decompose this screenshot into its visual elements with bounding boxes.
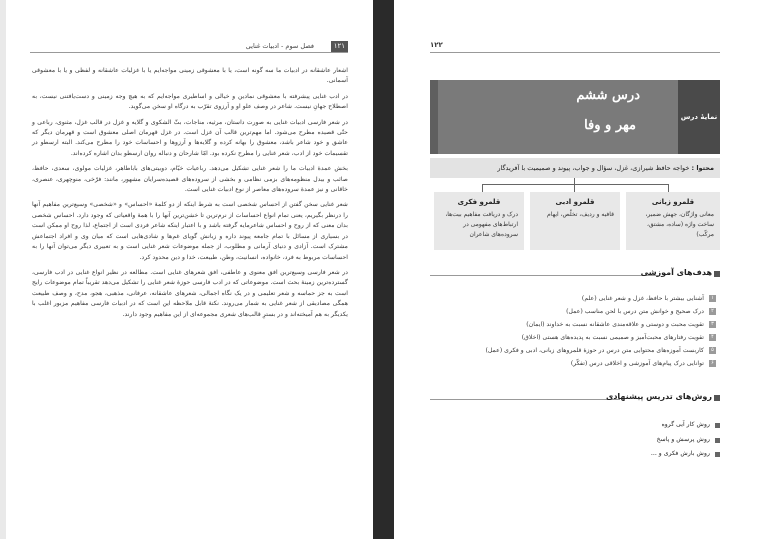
domain-heading: قلمرو فکری xyxy=(457,198,501,206)
connector-line xyxy=(668,184,669,192)
left-page-header xyxy=(30,41,348,53)
goal-number: ۶ xyxy=(709,360,716,367)
paragraph: در شعر فارسی ادبیات غنایی به صورت داستان، مرثیه، مناجات، بثّ الشکوی و گلایه و غزل در قالب غزل، مثنوی، رباعی و حتّی قصیده مطرح می‌شود. اما مهم‌ترین قالب آن غزل است. در غزل قهرمان اصلی معشوق است و قهرمان دیگر که عاشق و خود شاعر باشد، معشوق را بهانه کرده و گلایه‌ها و آرزوها و احساسات خود را مطرح می‌کند. البته ارسطو در تقسیمات خود از ادب، شعر غنایی را مطرح نکرده بود. امّا شارحان و دنباله روان ارسطو بدان اشاره کرده‌اند. xyxy=(32,118,348,157)
domain-body: معانی واژگان، جهش ضمیر، ساخت واژه (ساده، مشتق، مرکّب) xyxy=(645,211,714,238)
method-item xyxy=(574,418,720,433)
connector-line xyxy=(482,184,668,185)
method-text: روش بارش فکری و ... xyxy=(650,450,710,457)
goal-item xyxy=(430,318,716,331)
goal-text: کاربست آموزه‌های محتوایی متن درس در حوزهٔ قلمروهای زبانی، ادبی و فکری (عمل) xyxy=(485,347,704,355)
methods-heading: روش‌های تدریس پیشنهادی xyxy=(605,392,712,401)
domain-box-literary xyxy=(530,192,620,250)
goal-item xyxy=(430,357,716,370)
lesson-tag: نمایهٔ درس xyxy=(678,80,720,154)
title-bar-stub xyxy=(430,80,438,154)
paragraph: در ادب غنایی پیشرفته با معشوقی نمادین و خیالی و اساطیری مواجه‌ایم که به هیچ وجه زمینی و دست‌یافتنی نیست، به اصطلاح جهانِ نیست. شاعر در وصف علو او و آرزوی تقرّب به درگاه او سخن می‌گوید. xyxy=(32,92,348,111)
square-bullet-icon xyxy=(715,452,720,457)
paragraph: بخش عمدهٔ ادبیات ما را شعر غنایی تشکیل می‌دهد. رباعیات خیّام، دوبیتی‌های باباطاهر، غزلیات مولوی، سعدی، حافظ، صائب و بیدل منظومه‌های بزمی نظامی و بخشی از سروده‌های قصیده‌سرایان مشهور، مانند: فرّخی، منوچهری، عنصری، خاقانی و نیز عمدهٔ سروده‌های معاصر از نوع ادبیات غنایی است. xyxy=(32,165,348,194)
content-text: خواجه حافظ شیرازی، غزل، سؤال و جواب، پیوند و صمیمیت با آفریدگار xyxy=(497,164,690,172)
goal-number: ۴ xyxy=(709,334,716,341)
left-page-body xyxy=(32,66,348,325)
domain-heading: قلمرو زبانی xyxy=(651,198,695,206)
goals-list xyxy=(430,292,716,371)
domain-box-intellectual xyxy=(434,192,524,250)
goals-section-heading xyxy=(430,268,720,282)
header-rule xyxy=(430,52,720,53)
goal-number: ۳ xyxy=(709,321,716,328)
goal-number: ۲ xyxy=(709,308,716,315)
left-page-number: ۱۲۱ xyxy=(331,41,348,52)
goal-item xyxy=(430,305,716,318)
goal-text: تقویت رفتارهای محبت‌آمیز و صمیمی نسبت به پدیده‌های هستی (اخلاق) xyxy=(521,334,704,342)
goal-item xyxy=(430,292,716,305)
methods-list xyxy=(574,418,720,462)
goal-number: ۵ xyxy=(709,347,716,354)
content-summary xyxy=(430,158,720,178)
goal-text: آشنایی بیشتر با حافظ، غزل و شعر غنایی (علم) xyxy=(581,295,704,302)
lesson-title: درس ششم xyxy=(576,88,640,103)
square-bullet-icon xyxy=(715,423,720,428)
lesson-title-bar xyxy=(438,80,678,154)
square-bullet-icon xyxy=(715,438,720,443)
right-page xyxy=(394,0,768,539)
domain-body: درک و دریافت مفاهیم بیت‌ها، ارتباط‌های مفهومی در سروده‌های شاعران xyxy=(445,211,518,238)
goal-item xyxy=(430,344,716,357)
paragraph: در شعر فارسی وسیع‌ترین افق معنوی و عاطفی، افق شعرهای غنایی است. مطالعه در نظیر انواع غنایی در ادب فارسی، گسترده‌ترین زمینهٔ بحث است. موضوعاتی که در ادب فارسی حوزهٔ شعر غنایی را تشکیل می‌دهد تقریباً تمام موضوعات رایج است به جز حماسه و شعر تعلیمی و در یک نگاه اجمالی، شعرهای عاشقانه، عرفانی، مذهبی، هجو، مدح، و وصف طبیعت همگی مصادیقی از شعر غنایی به شمار می‌روند. نکتهٔ قابل ملاحظه این است که در ادبیات فارسی مفاهیم مزبور اغلب با یکدیگر به هم آمیخته‌اند و در بسترِ قالب‌های شعری مجموعه‌ای از این مفاهیم وجود دارند. xyxy=(32,268,348,318)
paragraph: اشعار عاشقانه در ادبیات ما سه گونه است، یا با معشوقی زمینی مواجه‌ایم یا با غزلیات عاشقانه و لفظی و یا با معشوقی آسمانی. xyxy=(32,67,348,85)
domain-heading: قلمرو ادبی xyxy=(555,198,595,206)
goal-text: تقویت محبت و دوستی و علاقه‌مندی عاشقانه نسبت به خداوند (ایمان) xyxy=(526,321,704,329)
heading-rule xyxy=(430,275,658,276)
goal-text: توانایی درک پیام‌های آموزشی و اخلاقی درس (تفکّر) xyxy=(570,360,704,368)
goal-text: درک صحیح و خوانش متن درس با لحن مناسب (عمل) xyxy=(566,308,704,316)
square-bullet-icon xyxy=(714,271,720,277)
heading-rule xyxy=(430,399,620,400)
goals-heading: هدف‌های آموزشی xyxy=(640,268,712,277)
method-item xyxy=(574,433,720,448)
connector-line xyxy=(574,184,575,192)
method-item xyxy=(574,447,720,462)
paragraph: شعر غنایی سخن گفتن از احساس شخصی است به شرط اینکه از دو کلمهٔ «احساس» و «شخصی» وسیع‌ترین مفاهیم آنها را درنظر بگیریم، یعنی تمام انواع احساسات از نرم‌ترین تا خشن‌ترین آنها را با همهٔ واقعیاتی که وجود دارد. احساس شخصی بدان معنی که از روح و احساس شاعرمایه گرفته باشد و با اعتبار اینکه شاعر فردی است از اجتماع، لذا روح او ممکن است در بسیاری از مسائل با تمام جامعه پیوند داره و زبانش گویای غم‌ها و شادی‌هایی است که میان وی و افراد اجتماعش مشترک است. آزادی و دنیای آرمانی و مطلوب، از جمله موضوعات شعر غنایی است و به تعبیری دیگر می‌توان آنها را به احساسات مربوط به فرد، خانواده، انسانیت، وطن، طبیعت، خدا و دین محدود کرد. xyxy=(32,201,348,261)
method-text: روش پرسش و پاسخ xyxy=(656,435,710,443)
methods-section-heading xyxy=(430,392,720,406)
method-text: روش کار آیی گروه xyxy=(661,421,710,428)
domain-box-linguistic xyxy=(626,192,720,250)
content-label: محتوا : xyxy=(691,164,714,172)
book-gutter xyxy=(373,0,394,539)
connector-line xyxy=(482,184,483,192)
goal-item xyxy=(430,331,716,344)
square-bullet-icon xyxy=(714,395,720,401)
goal-number: ۱ xyxy=(709,295,716,302)
domain-body: قافیه و ردیف، تخلّص، ایهام xyxy=(547,211,614,218)
right-page-number: ۱۲۲ xyxy=(430,41,443,49)
left-page xyxy=(6,0,373,539)
chapter-title: فصل سوم - ادبیات غنایی xyxy=(245,42,314,50)
lesson-subtitle: مهر و وفا xyxy=(584,118,636,133)
